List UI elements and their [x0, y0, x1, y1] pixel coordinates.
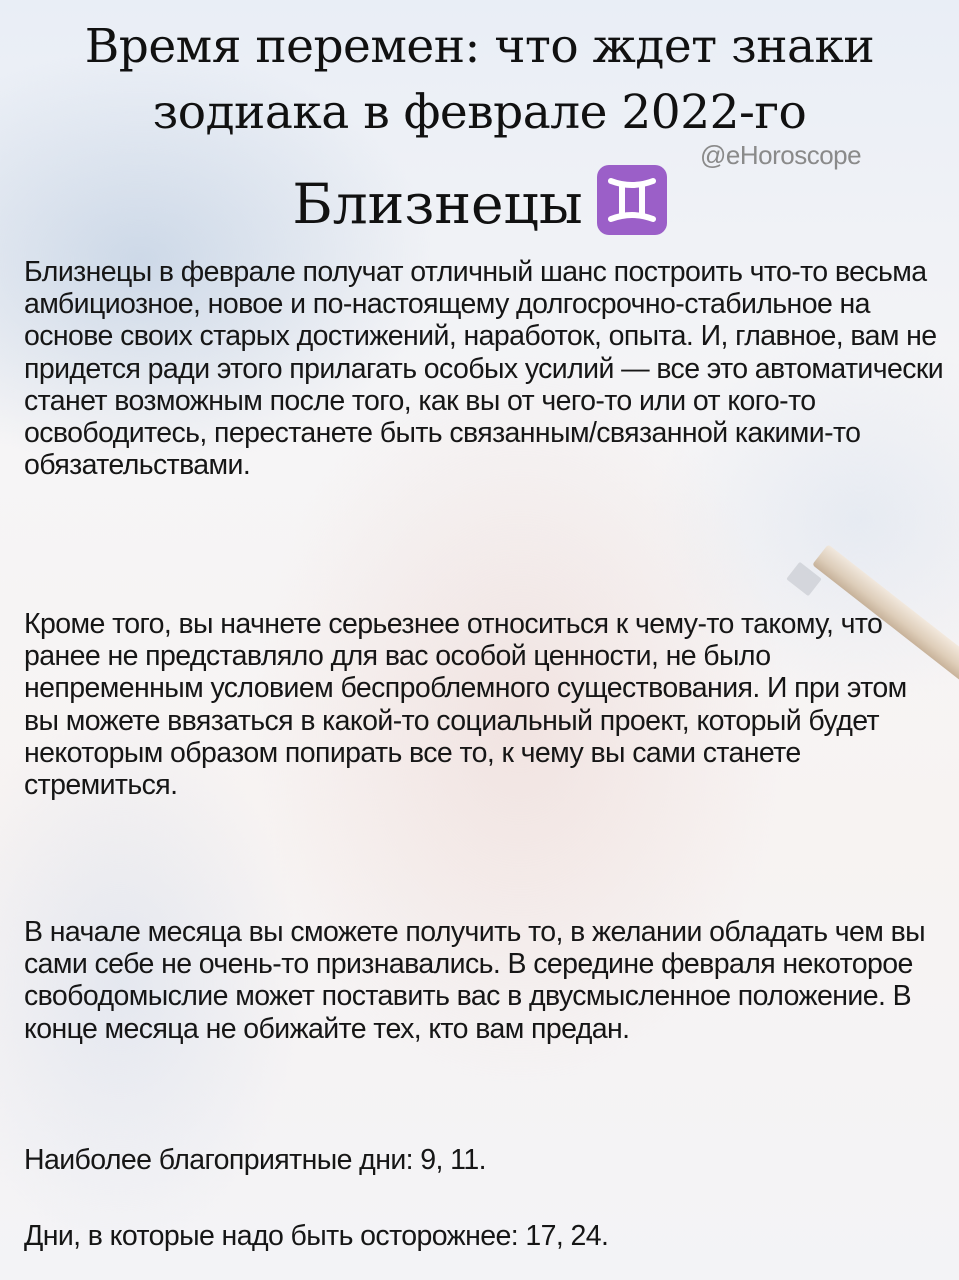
watermark: @eHoroscope	[700, 140, 862, 170]
favorable-days: Наиболее благоприятные дни: 9, 11.	[24, 1144, 486, 1176]
paragraph-3: В начале месяца вы сможете получить то, в желании обладать чем вы сами себе не очень-то признавались. В середине февраля некоторое свободомыслие может поставить вас в двусмысленное положение. В конце месяца не обижайте тех, кто вам предан.	[24, 916, 926, 1045]
sign-name: Близнецы	[292, 172, 583, 236]
careful-days: Дни, в которые надо быть осторожнее: 17, 24.	[24, 1220, 609, 1252]
gemini-icon	[597, 165, 667, 235]
title-line-1: Время перемен: что ждет знаки	[84, 19, 875, 74]
sign-heading	[0, 166, 959, 242]
title-line-2: зодиака в феврале 2022-го	[152, 85, 807, 140]
paragraph-1: Близнецы в феврале получат отличный шанс построить что-то весьма амбициозное, новое и по-настоящему долгосрочно-стабильное на основе своих старых достижений, наработок, опыта. И, главное, вам не придется ради этого прилагать особых усилий — все это автоматически станет возможным после того, как вы от чего-то или от кого-то освободитесь, перестанете быть связанным/связанной какими-то обязательствами.	[24, 256, 944, 482]
paragraph-2: Кроме того, вы начнете серьезнее относиться к чему-то такому, что ранее не представляло для вас особой ценности, не было непременным условием беспроблемного существования. И при этом вы можете ввязаться в какой-то социальный проект, который будет некоторым образом попирать все то, к чему вы сами станете стремиться.	[24, 608, 907, 802]
page-title	[0, 14, 959, 146]
